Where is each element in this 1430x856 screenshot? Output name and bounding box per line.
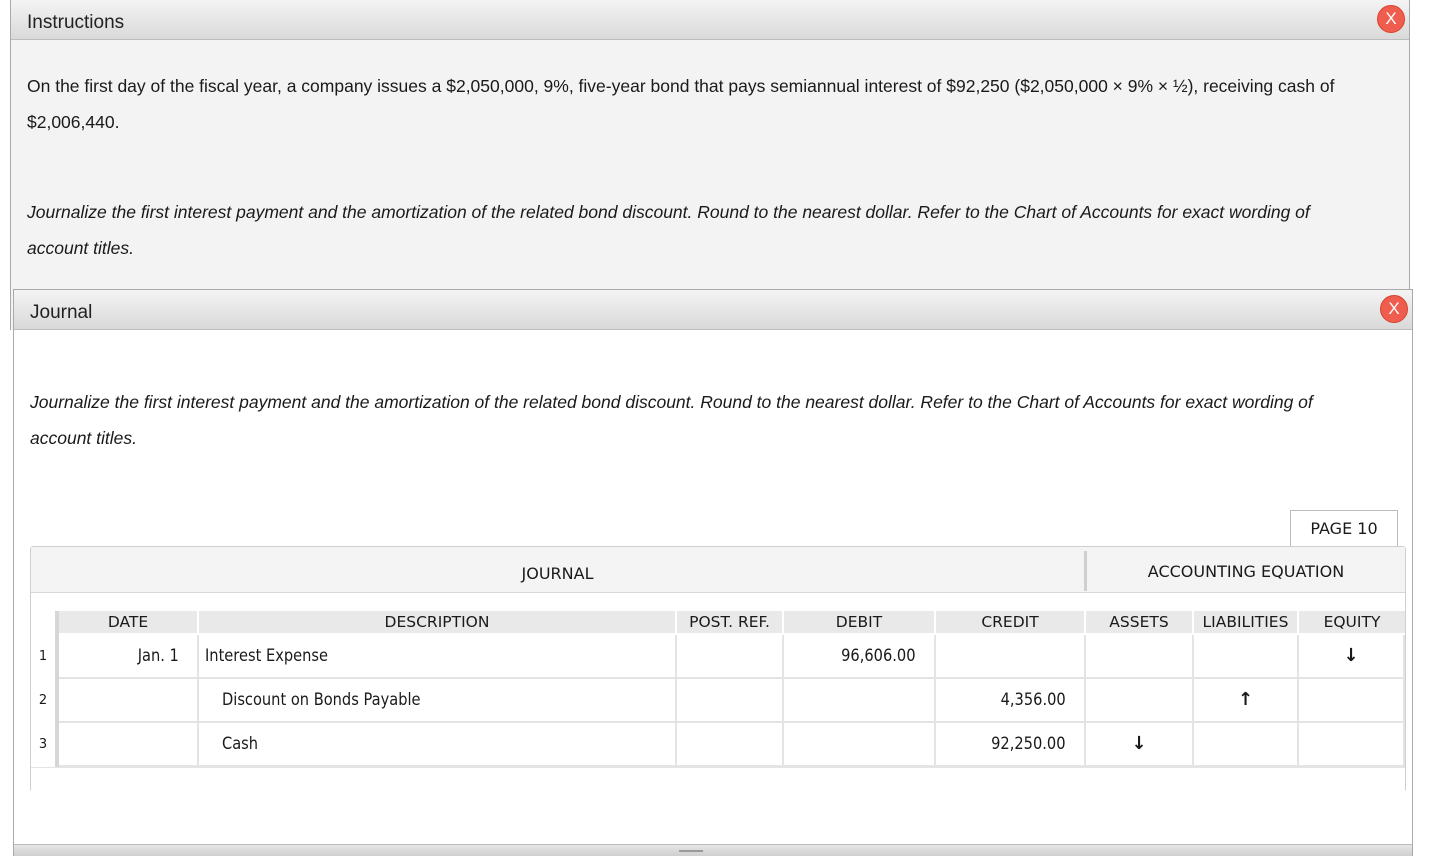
debit-cell[interactable] [784,723,936,767]
journal-prompt-line-2: account titles. [30,428,137,448]
equity-cell[interactable] [1299,679,1405,723]
equity-cell[interactable] [1299,723,1405,767]
assets-cell[interactable] [1086,635,1194,679]
instructions-paragraph-2 [27,194,1310,266]
assets-cell[interactable] [1086,679,1194,723]
description-value: Cash [222,734,259,754]
credit-cell[interactable] [936,635,1086,679]
instructions-paragraph-1-line-1: On the first day of the fiscal year, a company issues a $2,050,000, 9%, five-year bond that pays semiannual interest of $92,250 ($2,050,000 × 9% × ½), receiving cash of [27,76,1335,96]
section-accounting-equation-label: ACCOUNTING EQUATION [1147,562,1345,581]
journal-prompt [30,384,1313,456]
liabilities-cell[interactable] [1194,679,1299,723]
instructions-panel [10,0,1410,330]
header-credit: CREDIT [936,611,1086,633]
header-description: DESCRIPTION [199,611,677,633]
post-ref-cell[interactable] [677,723,784,767]
description-value: Discount on Bonds Payable [222,690,421,710]
table-footer [31,767,1405,792]
description-value: Interest Expense [205,646,329,666]
row-number: 3 [31,723,55,767]
description-cell[interactable] [199,635,677,679]
post-ref-cell[interactable] [677,635,784,679]
page-number-badge: PAGE 10 [1290,510,1398,546]
date-cell[interactable] [59,635,199,679]
description-cell[interactable] [199,723,677,767]
liabilities-cell[interactable] [1194,635,1299,679]
liabilities-arrow-icon: ↑ [1237,689,1254,710]
journal-bottom-bar [14,844,1412,856]
date-cell[interactable] [59,679,199,723]
debit-cell[interactable] [784,679,936,723]
equity-cell[interactable] [1299,635,1405,679]
section-header-band [31,547,1405,593]
journal-title: Journal [30,302,93,323]
instructions-paragraph-2-line-2: account titles. [27,238,134,258]
section-journal-label: JOURNAL [521,564,594,583]
instructions-close-button[interactable]: X [1377,5,1405,33]
description-cell[interactable] [199,679,677,723]
header-equity: EQUITY [1299,611,1405,633]
journal-titlebar [14,290,1412,330]
header-debit: DEBIT [784,611,936,633]
journal-table [30,546,1406,792]
journal-close-button[interactable]: X [1380,295,1408,323]
header-assets: ASSETS [1086,611,1194,633]
row-number: 2 [31,679,55,723]
liabilities-cell[interactable] [1194,723,1299,767]
instructions-title: Instructions [27,12,125,33]
instructions-titlebar [11,0,1409,40]
credit-value: 92,250.00 [991,734,1066,754]
assets-cell[interactable] [1086,723,1194,767]
instructions-paragraph-1-line-2: $2,006,440. [27,112,120,132]
assets-arrow-icon: ↓ [1131,733,1147,754]
header-post-ref: POST. REF. [677,611,784,633]
resize-grip-icon[interactable] [679,850,703,852]
journal-panel [13,289,1413,856]
header-date: DATE [59,611,199,633]
debit-value: 96,606.00 [841,646,916,666]
header-liabilities: LIABILITIES [1194,611,1299,633]
instructions-paragraph-2-line-1: Journalize the first interest payment and the amortization of the related bond discount. Round to the nearest dollar. Refer to the Chart of Accounts for exact wording of [27,202,1310,222]
row-number: 1 [31,635,55,679]
post-ref-cell[interactable] [677,679,784,723]
instructions-paragraph-1 [27,68,1334,140]
credit-cell[interactable] [936,723,1086,767]
credit-value: 4,356.00 [1000,690,1066,710]
credit-cell[interactable] [936,679,1086,723]
debit-cell[interactable] [784,635,936,679]
date-cell[interactable] [59,723,199,767]
date-value: Jan. 1 [137,646,179,666]
equity-arrow-icon: ↓ [1343,645,1359,666]
journal-prompt-line-1: Journalize the first interest payment and the amortization of the related bond discount. Round to the nearest dollar. Refer to the Chart of Accounts for exact wording of [30,392,1313,412]
